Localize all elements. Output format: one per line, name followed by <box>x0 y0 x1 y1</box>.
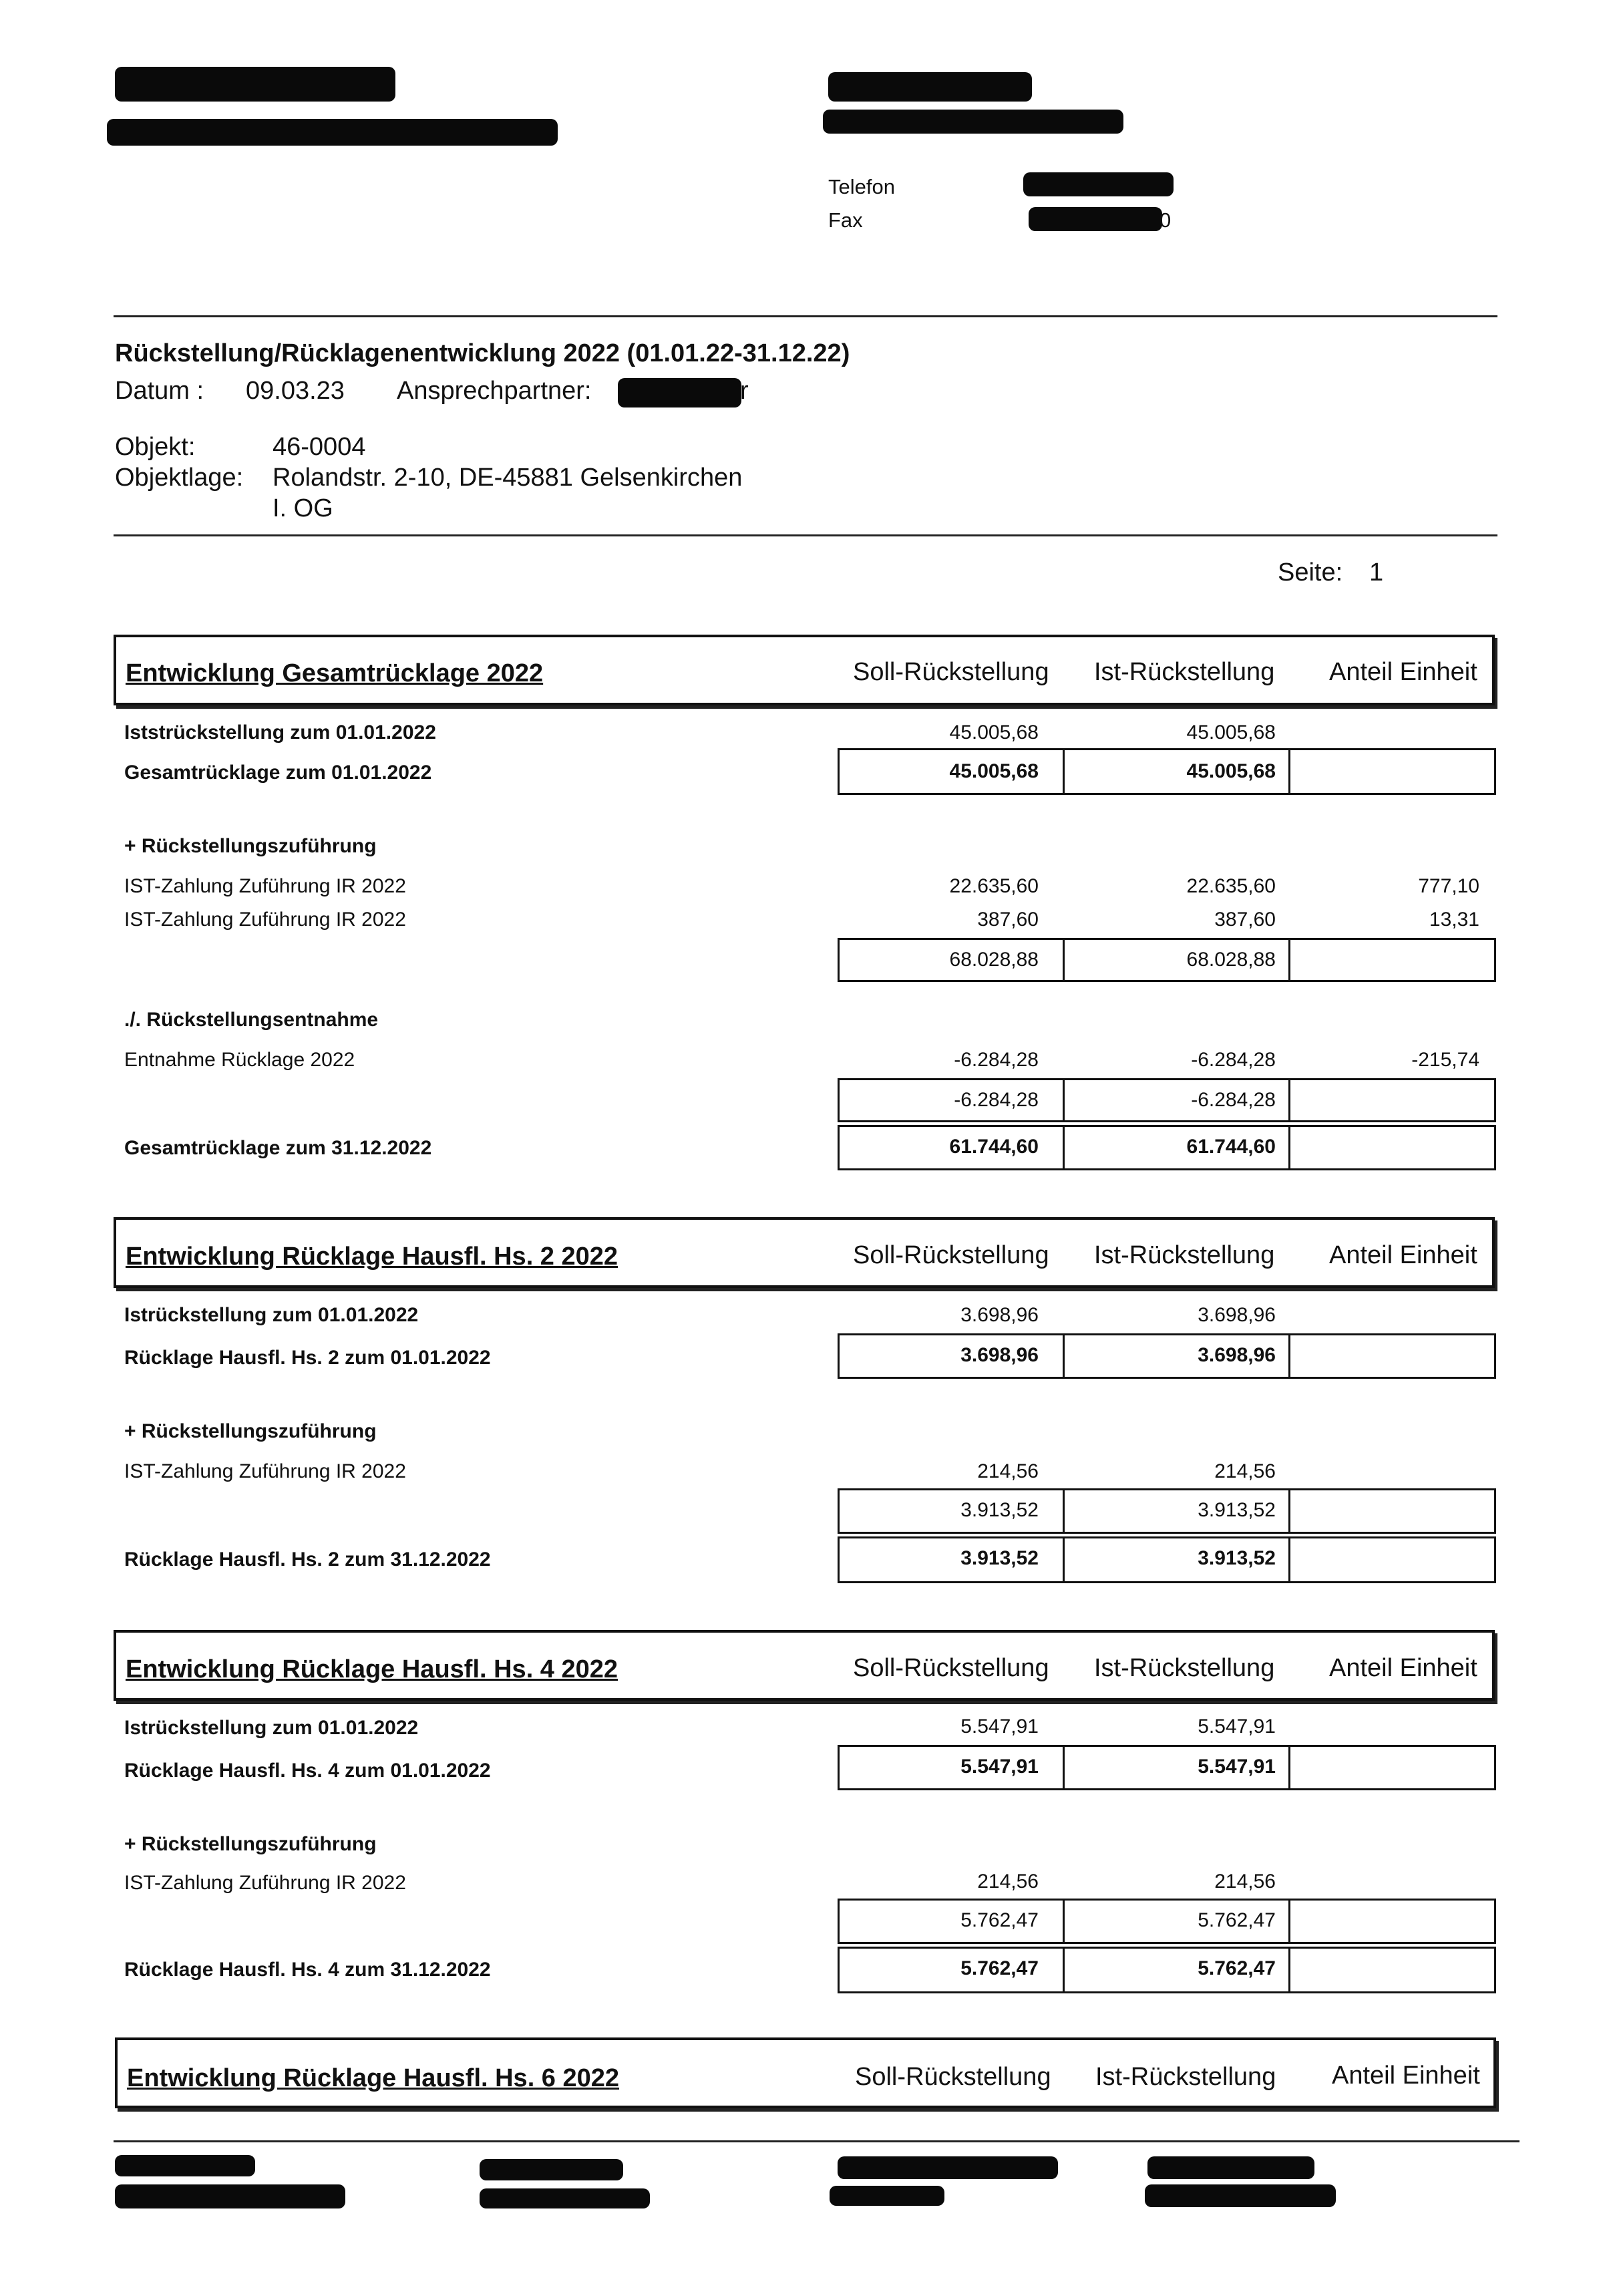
row-ist: 45.005,68 <box>1186 721 1276 744</box>
cell-divider <box>1063 1901 1065 1942</box>
fax-tail: 0 <box>1159 208 1172 232</box>
redacted-footer-3b <box>830 2186 944 2206</box>
row-label: IST-Zahlung Zuführung IR 2022 <box>124 909 406 931</box>
row-soll: -6.284,28 <box>954 1089 1039 1111</box>
cell-divider <box>1288 1747 1290 1788</box>
redacted-company-name <box>828 72 1032 102</box>
row-soll: 3.698,96 <box>960 1344 1039 1366</box>
row-ist: 3.698,96 <box>1198 1344 1276 1366</box>
row-anteil: 13,31 <box>1429 909 1479 931</box>
row-soll: 68.028,88 <box>949 949 1039 971</box>
redacted-sender-name <box>115 67 395 102</box>
redacted-footer-3a <box>838 2156 1058 2179</box>
cell-divider <box>1288 1080 1290 1120</box>
redacted-telefon <box>1023 172 1174 196</box>
row-anteil: 777,10 <box>1418 875 1479 897</box>
row-ist: 68.028,88 <box>1186 949 1276 971</box>
redacted-sender-address <box>107 119 558 146</box>
cell-divider <box>1063 1127 1065 1168</box>
redacted-company-address <box>823 110 1123 134</box>
section-title: Entwicklung Rücklage Hausfl. Hs. 6 2022 <box>127 2064 620 2092</box>
row-label: Gesamtrücklage zum 31.12.2022 <box>124 1137 432 1159</box>
row-label: + Rückstellungszuführung <box>124 1420 377 1442</box>
row-label: IST-Zahlung Zuführung IR 2022 <box>124 1460 406 1482</box>
row-soll: 3.913,52 <box>960 1499 1039 1521</box>
row-soll: 5.547,91 <box>960 1715 1039 1738</box>
row-label: Rücklage Hausfl. Hs. 4 zum 31.12.2022 <box>124 1959 491 1981</box>
row-ist: 3.698,96 <box>1198 1304 1276 1326</box>
header-rule <box>114 315 1497 317</box>
redacted-footer-1a <box>115 2155 255 2176</box>
row-soll: 45.005,68 <box>949 721 1039 744</box>
cell-divider <box>1288 1335 1290 1377</box>
objektlage-value: Rolandstr. 2-10, DE-45881 Gelsenkirchen <box>273 464 743 492</box>
cell-divider <box>1288 1949 1290 1991</box>
row-ist: 3.913,52 <box>1198 1499 1276 1521</box>
footer-rule <box>114 2140 1519 2142</box>
col-header-ist: Ist-Rückstellung <box>1095 2063 1276 2091</box>
datum-label: Datum : <box>115 377 204 405</box>
cell-divider <box>1063 1335 1065 1377</box>
cell-divider <box>1288 1901 1290 1942</box>
cell-divider <box>1063 1538 1065 1581</box>
row-anteil: -215,74 <box>1411 1049 1479 1071</box>
row-ist: -6.284,28 <box>1191 1089 1276 1111</box>
ansprechpartner-label: Ansprechpartner: <box>397 377 592 405</box>
section-title: Entwicklung Gesamtrücklage 2022 <box>126 659 544 687</box>
col-header-ist: Ist-Rückstellung <box>1094 1241 1275 1269</box>
row-ist: 214,56 <box>1214 1870 1276 1893</box>
row-ist: 61.744,60 <box>1186 1136 1276 1158</box>
row-soll: 387,60 <box>977 909 1039 931</box>
row-label: Rücklage Hausfl. Hs. 2 zum 31.12.2022 <box>124 1548 491 1571</box>
col-header-ist: Ist-Rückstellung <box>1094 658 1275 686</box>
row-label: Istrückstellung zum 01.01.2022 <box>124 1717 419 1739</box>
row-label: ./. Rückstellungsentnahme <box>124 1009 379 1031</box>
col-header-anteil: Anteil Einheit <box>1332 2062 1480 2090</box>
cell-divider <box>1288 750 1290 793</box>
redacted-fax <box>1029 207 1162 231</box>
ansprechpartner-tail: r <box>740 377 749 405</box>
row-label: + Rückstellungszuführung <box>124 1833 377 1855</box>
row-label: Rücklage Hausfl. Hs. 2 zum 01.01.2022 <box>124 1347 491 1369</box>
objektlage-label: Objektlage: <box>115 464 244 492</box>
cell-divider <box>1288 1127 1290 1168</box>
col-header-anteil: Anteil Einheit <box>1329 1654 1477 1682</box>
redacted-footer-4b <box>1145 2184 1336 2207</box>
row-label: Rücklage Hausfl. Hs. 4 zum 01.01.2022 <box>124 1760 491 1782</box>
row-soll: 22.635,60 <box>949 875 1039 897</box>
document-title: Rückstellung/Rücklagenentwicklung 2022 (01.01.22-31.12.22) <box>115 339 850 367</box>
objekt-label: Objekt: <box>115 433 196 461</box>
redacted-footer-1b <box>115 2184 345 2208</box>
title-rule <box>114 534 1497 536</box>
objektlage-value-2: I. OG <box>273 494 333 522</box>
row-soll: 3.913,52 <box>960 1547 1039 1569</box>
row-ist: -6.284,28 <box>1191 1049 1276 1071</box>
row-soll: -6.284,28 <box>954 1049 1039 1071</box>
row-label: Gesamtrücklage zum 01.01.2022 <box>124 762 432 784</box>
row-ist: 387,60 <box>1214 909 1276 931</box>
row-label: Iststrückstellung zum 01.01.2022 <box>124 721 436 744</box>
cell-divider <box>1063 940 1065 980</box>
row-label: IST-Zahlung Zuführung IR 2022 <box>124 875 406 897</box>
row-soll: 214,56 <box>977 1870 1039 1893</box>
col-header-soll: Soll-Rückstellung <box>855 2063 1051 2091</box>
cell-divider <box>1288 940 1290 980</box>
cell-divider <box>1063 1490 1065 1532</box>
row-ist: 45.005,68 <box>1186 760 1276 782</box>
row-ist: 5.762,47 <box>1198 1957 1276 1979</box>
row-ist: 5.547,91 <box>1198 1715 1276 1738</box>
row-ist: 5.762,47 <box>1198 1909 1276 1931</box>
redacted-footer-2b <box>480 2188 650 2208</box>
seite-value: 1 <box>1369 558 1384 587</box>
cell-divider <box>1063 1949 1065 1991</box>
col-header-anteil: Anteil Einheit <box>1329 1241 1477 1269</box>
row-soll: 45.005,68 <box>949 760 1039 782</box>
row-label: + Rückstellungszuführung <box>124 835 377 857</box>
cell-divider <box>1288 1538 1290 1581</box>
col-header-anteil: Anteil Einheit <box>1329 658 1477 686</box>
row-soll: 5.762,47 <box>960 1957 1039 1979</box>
cell-divider <box>1063 1080 1065 1120</box>
fax-label: Fax <box>828 208 863 232</box>
redacted-footer-4a <box>1147 2156 1314 2179</box>
section-title: Entwicklung Rücklage Hausfl. Hs. 2 2022 <box>126 1243 618 1271</box>
row-soll: 61.744,60 <box>949 1136 1039 1158</box>
redacted-footer-2a <box>480 2159 623 2180</box>
datum-value: 09.03.23 <box>246 377 345 405</box>
row-label: Entnahme Rücklage 2022 <box>124 1049 355 1071</box>
telefon-label: Telefon <box>828 175 895 198</box>
row-soll: 5.547,91 <box>960 1756 1039 1778</box>
cell-divider <box>1063 750 1065 793</box>
row-soll: 3.698,96 <box>960 1304 1039 1326</box>
col-header-soll: Soll-Rückstellung <box>853 1654 1049 1682</box>
col-header-soll: Soll-Rückstellung <box>853 658 1049 686</box>
row-label: Istrückstellung zum 01.01.2022 <box>124 1304 419 1326</box>
col-header-soll: Soll-Rückstellung <box>853 1241 1049 1269</box>
row-soll: 214,56 <box>977 1460 1039 1482</box>
row-soll: 5.762,47 <box>960 1909 1039 1931</box>
row-ist: 5.547,91 <box>1198 1756 1276 1778</box>
row-ist: 3.913,52 <box>1198 1547 1276 1569</box>
row-ist: 214,56 <box>1214 1460 1276 1482</box>
row-ist: 22.635,60 <box>1186 875 1276 897</box>
objekt-value: 46-0004 <box>273 433 366 461</box>
row-label: IST-Zahlung Zuführung IR 2022 <box>124 1872 406 1894</box>
section-title: Entwicklung Rücklage Hausfl. Hs. 4 2022 <box>126 1655 618 1683</box>
col-header-ist: Ist-Rückstellung <box>1094 1654 1275 1682</box>
cell-divider <box>1063 1747 1065 1788</box>
cell-divider <box>1288 1490 1290 1532</box>
seite-label: Seite: <box>1278 558 1343 587</box>
redacted-ansprechpartner <box>618 378 741 407</box>
